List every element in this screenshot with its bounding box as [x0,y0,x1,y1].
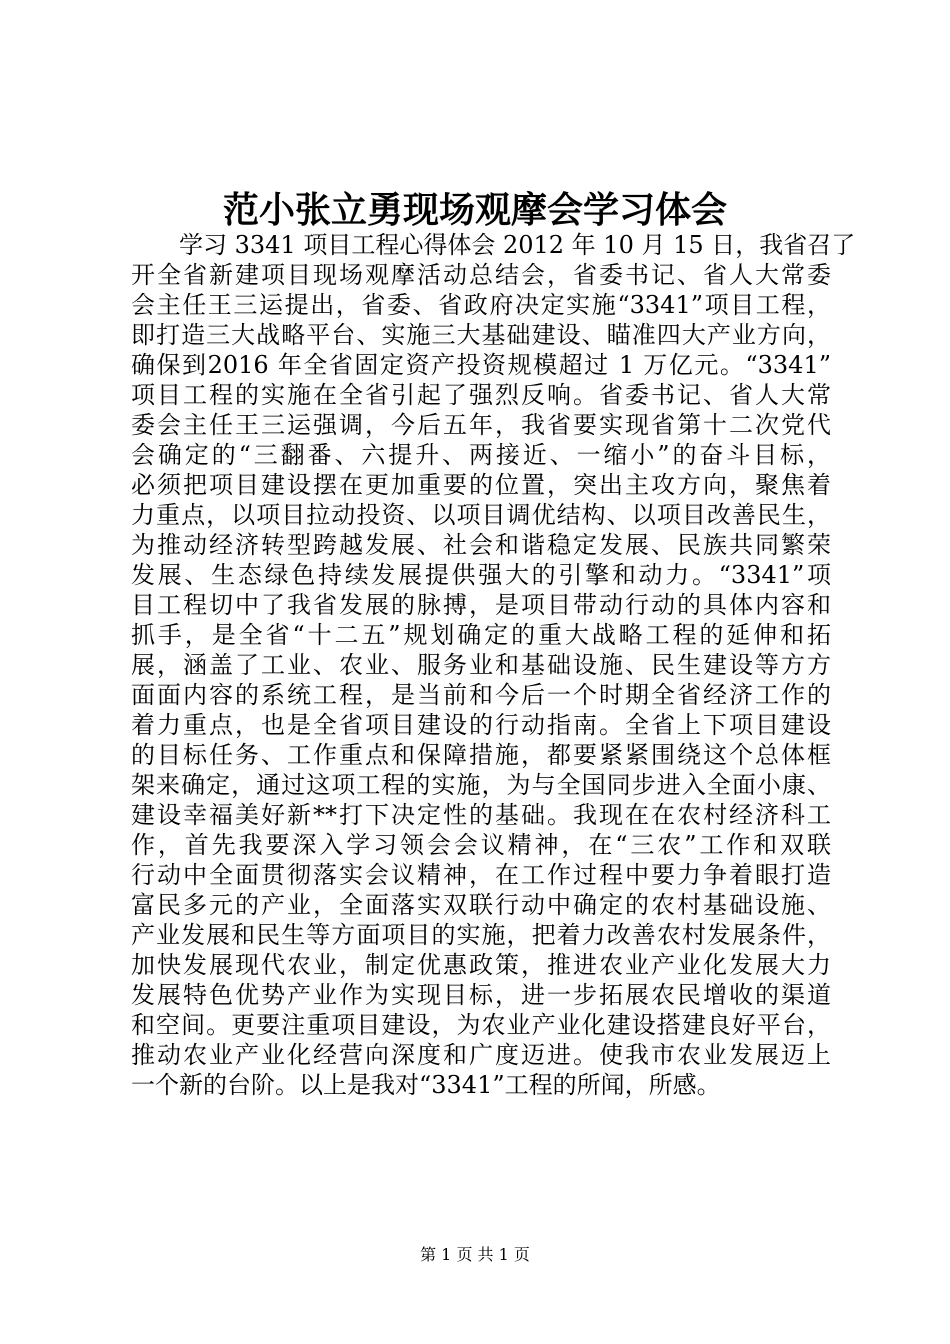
body-line: 行动中全面贯彻落实会议精神，在工作过程中要力争着眼打造 [131,861,831,889]
body-line: 作，首先我要深入学习领会会议精神，在“三农”工作和双联 [131,831,831,859]
body-line: 项目工程的实施在全省引起了强烈反响。省委书记、省人大常 [131,381,831,409]
body-line: 为推动经济转型跨越发展、社会和谐稳定发展、民族共同繁荣 [131,531,831,559]
body-line: 架来确定，通过这项工程的实施，为与全国同步进入全面小康、 [131,771,831,799]
body-line: 会确定的“三翻番、六提升、两接近、一缩小”的奋斗目标， [131,441,831,469]
body-line: 着力重点，也是全省项目建设的行动指南。全省上下项目建设 [131,711,831,739]
body-line: 推动农业产业化经营向深度和广度迈进。使我市农业发展迈上 [131,1041,831,1069]
body-line: 富民多元的产业，全面落实双联行动中确定的农村基础设施、 [131,891,831,919]
body-line: 发展特色优势产业作为实现目标，进一步拓展农民增收的渠道 [131,981,831,1009]
body-line: 和空间。更要注重项目建设，为农业产业化建设搭建良好平台， [131,1011,831,1039]
document-body [131,230,856,1100]
body-line: 委会主任王三运强调，今后五年，我省要实现省第十二次党代 [131,411,831,439]
body-line: 一个新的台阶。以上是我对“3341”工程的所闻，所感。 [131,1071,721,1099]
body-line: 发展、生态绿色持续发展提供强大的引擎和动力。“3341”项 [131,561,831,589]
body-line: 面面内容的系统工程，是当前和今后一个时期全省经济工作的 [131,681,831,709]
body-line: 确保到2016 年全省固定资产投资规模超过 1 万亿元。“3341” [131,351,831,379]
document-title: 范小张立勇现场观摩会学习体会 [222,189,727,231]
body-line: 的目标任务、工作重点和保障措施，都要紧紧围绕这个总体框 [131,741,831,769]
body-line: 必须把项目建设摆在更加重要的位置，突出主攻方向，聚焦着 [131,471,831,499]
body-line: 建设幸福美好新**打下决定性的基础。我现在在农村经济科工 [131,801,831,829]
body-line: 目工程切中了我省发展的脉搏，是项目带动行动的具体内容和 [131,591,831,619]
body-line: 学习 3341 项目工程心得体会 2012 年 10 月 15 日，我省召了 [179,231,856,259]
body-line: 即打造三大战略平台、实施三大基础建设、瞄准四大产业方向， [131,321,831,349]
page-number-footer: 第 1 页 共 1 页 [420,1245,530,1264]
body-line: 产业发展和民生等方面项目的实施，把着力改善农村发展条件， [131,921,831,949]
body-line: 力重点，以项目拉动投资、以项目调优结构、以项目改善民生， [131,501,831,529]
body-line: 会主任王三运提出，省委、省政府决定实施“3341”项目工程， [131,291,831,319]
body-line: 开全省新建项目现场观摩活动总结会，省委书记、省人大常委 [131,261,831,289]
body-line: 抓手，是全省“十二五”规划确定的重大战略工程的延伸和拓 [131,621,831,649]
body-line: 展，涵盖了工业、农业、服务业和基础设施、民生建设等方方 [131,651,831,679]
body-line: 加快发展现代农业，制定优惠政策，推进农业产业化发展大力 [131,951,831,979]
